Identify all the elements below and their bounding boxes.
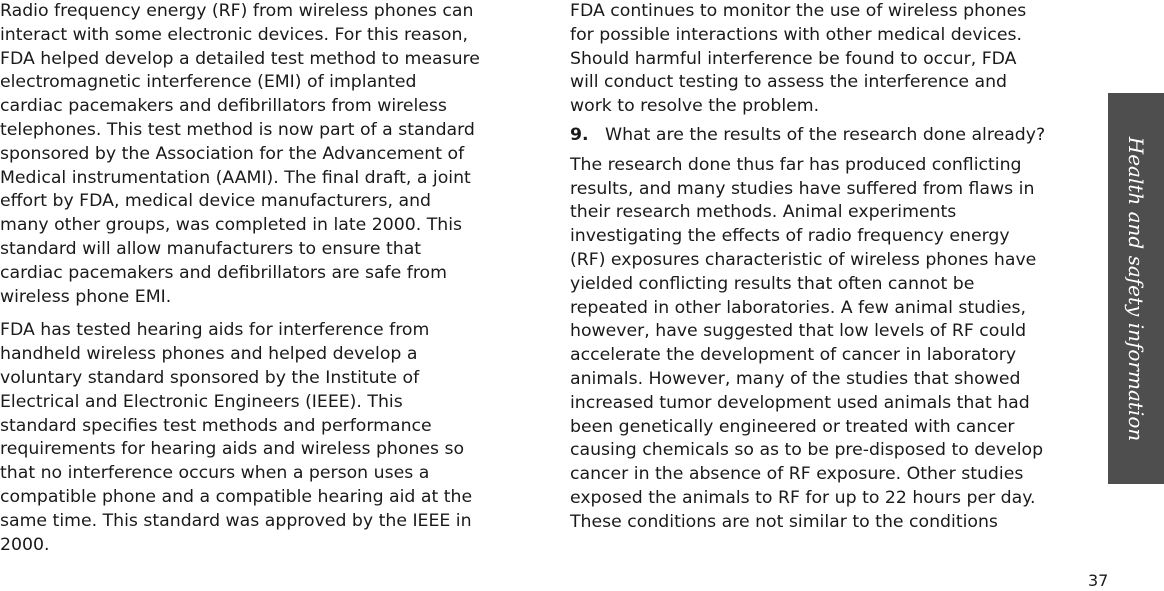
question-text: What are the results of the research done already? <box>605 124 1046 145</box>
question-heading <box>570 124 1095 148</box>
body-paragraph: Radio frequency energy (RF) from wireless phones can interact with some electronic devices. For this reason, FDA helped develop a detailed test method to measure electromagnetic interference (EMI) of implanted cardiac pacemakers and defibrillators from wireless telephones. This test method is now part of a standard sponsored by the Association for the Advancement of Medical instrumentation (AAMI). The final draft, a joint effort by FDA, medical device manufacturers, and many other groups, was completed in late 2000. This standard will allow manufacturers to ensure that cardiac pacemakers and defibrillators are safe from wireless phone EMI. <box>0 1 480 307</box>
question-number: 9. <box>570 124 589 145</box>
right-column <box>570 0 1095 535</box>
section-side-tab <box>1108 93 1164 484</box>
body-paragraph: FDA has tested hearing aids for interference from handheld wireless phones and helped develop a voluntary standard sponsored by the Institute of Electrical and Electronic Engineers (IEEE). This standard specifies test methods and performance requirements for hearing aids and wireless phones so that no interference occurs when a person uses a compatible phone and a compatible hearing aid at the same time. This standard was approved by the IEEE in 2000. <box>0 320 473 555</box>
page-number: 37 <box>1088 571 1109 590</box>
left-column <box>0 0 520 557</box>
section-tab-label: Health and safety information <box>1124 136 1148 441</box>
body-paragraph: FDA continues to monitor the use of wireless phones for possible interactions with other medical devices. Should harmful interference be found to occur, FDA will conduct testing to assess the interference and work to resolve the problem. <box>570 1 1027 117</box>
body-paragraph: The research done thus far has produced conflicting results, and many studies have suffered from flaws in their research methods. Animal experiments investigating the effects of radio frequency energy (RF) exposures characteristic of wireless phones have yielded conflicting results that often cannot be repeated in other laboratories. A few animal studies, however, have suggested that low levels of RF could accelerate the development of cancer in laboratory animals. However, many of the studies that showed increased tumor development used animals that had been genetically engineered or treated with cancer causing chemicals so as to be pre-disposed to develop cancer in the absence of RF exposure. Other studies exposed the animals to RF for up to 22 hours per day. These conditions are not similar to the conditions <box>570 154 1044 532</box>
